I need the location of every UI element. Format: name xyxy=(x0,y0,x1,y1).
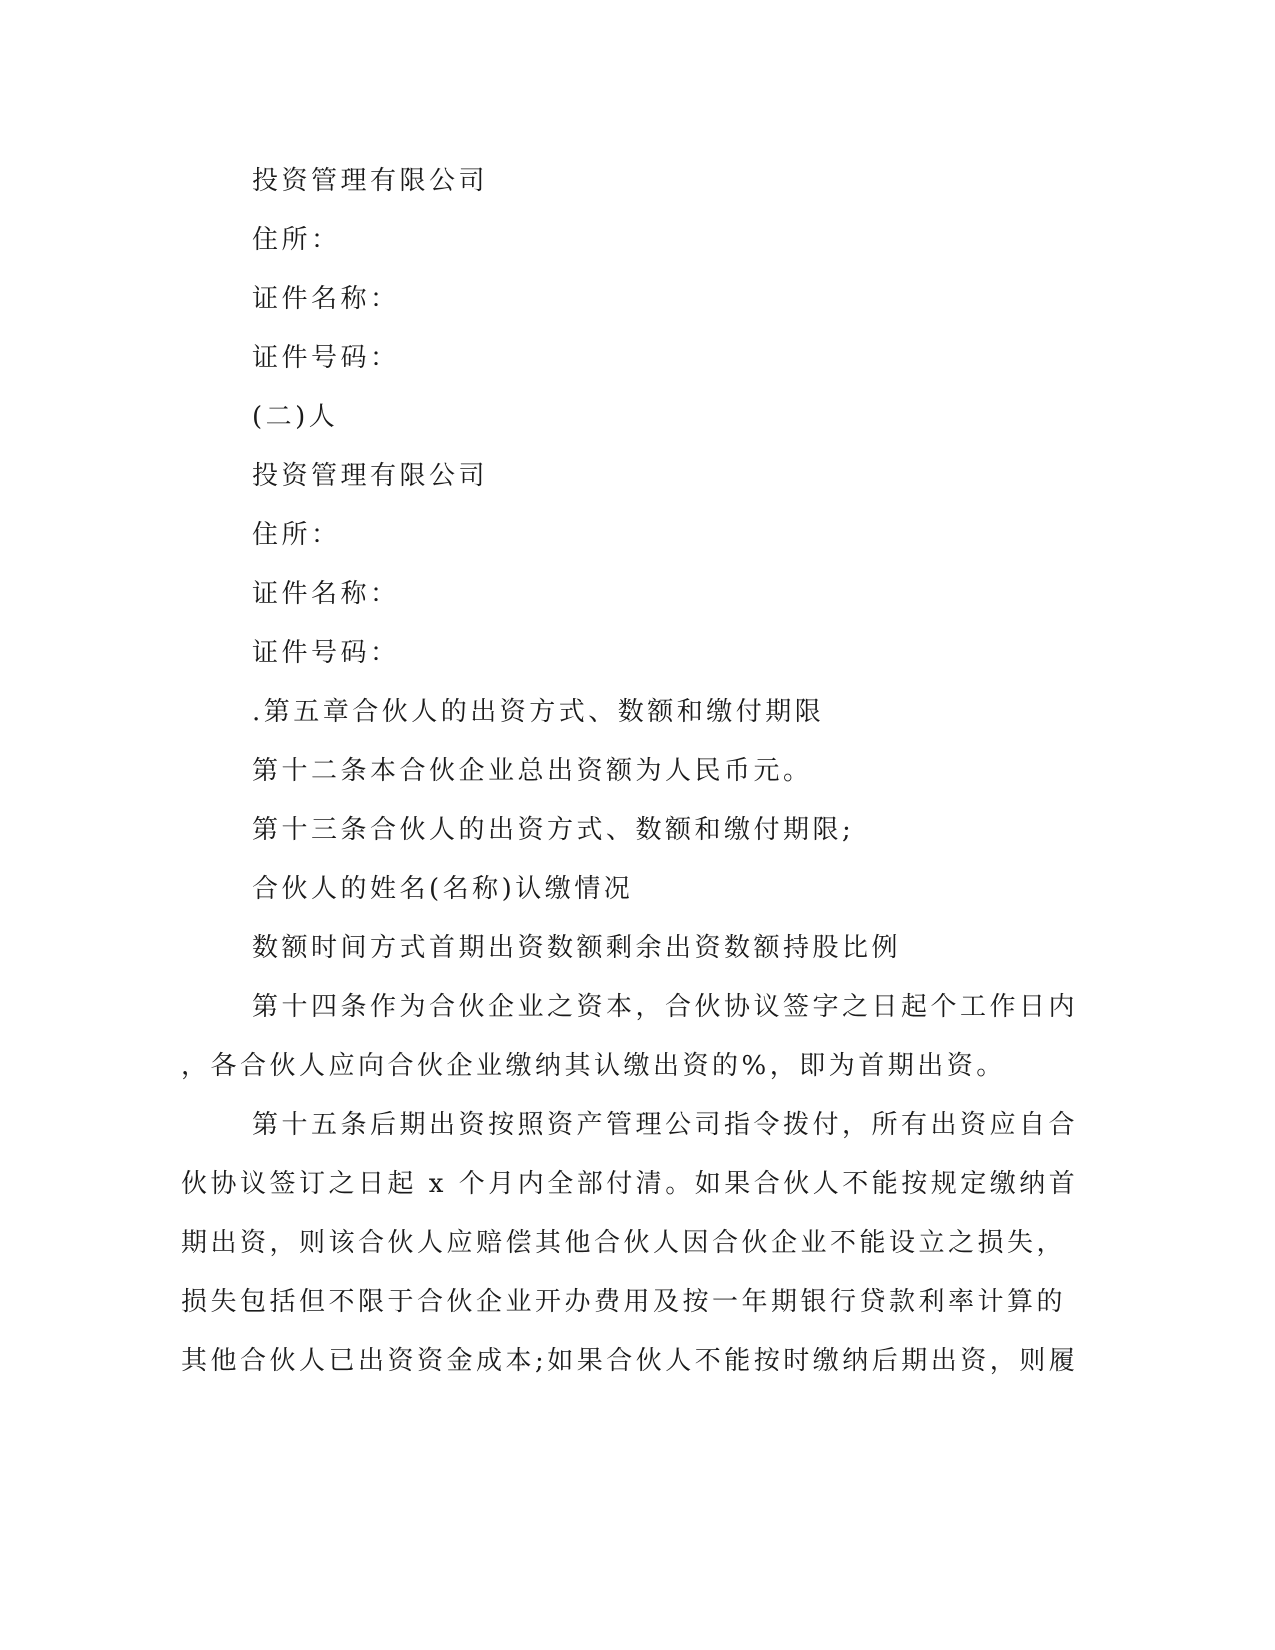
text-line: 合伙人的姓名(名称)认缴情况 xyxy=(252,874,634,904)
text-line: 第十二条本合伙企业总出资额为人民币元。 xyxy=(252,756,813,786)
text-line: 证件号码： xyxy=(252,343,400,373)
paragraph-line: 损失包括但不限于合伙企业开办费用及按一年期银行贷款利率计算的 xyxy=(181,1287,1067,1317)
paragraph-line: 第十四条作为合伙企业之资本，合伙协议签字之日起个工作日内 xyxy=(252,992,1079,1022)
text-line: 住所： xyxy=(252,225,341,255)
paragraph-line: 伙协议签订之日起 x 个月内全部付清。如果合伙人不能按规定缴纳首 xyxy=(181,1169,1079,1199)
text-line: 第十三条合伙人的出资方式、数额和缴付期限; xyxy=(252,815,855,845)
paragraph-line: 第十五条后期出资按照资产管理公司指令拨付，所有出资应自合 xyxy=(252,1110,1079,1140)
text-line: 证件名称： xyxy=(252,284,400,314)
text-line: (二)人 xyxy=(252,402,339,432)
chapter-heading: .第五章合伙人的出资方式、数额和缴付期限 xyxy=(252,697,825,727)
text-line: 证件号码： xyxy=(252,638,400,668)
text-line: 住所： xyxy=(252,520,341,550)
text-line: 证件名称： xyxy=(252,579,400,609)
text-line: 投资管理有限公司 xyxy=(252,166,489,196)
text-line: 投资管理有限公司 xyxy=(252,461,489,491)
paragraph-line: 期出资，则该合伙人应赔偿其他合伙人因合伙企业不能设立之损失， xyxy=(181,1228,1067,1258)
paragraph-line: 其他合伙人已出资资金成本;如果合伙人不能按时缴纳后期出资，则履 xyxy=(181,1346,1079,1376)
paragraph-line: ，各合伙人应向合伙企业缴纳其认缴出资的%，即为首期出资。 xyxy=(181,1051,1006,1081)
text-line: 数额时间方式首期出资数额剩余出资数额持股比例 xyxy=(252,933,902,963)
